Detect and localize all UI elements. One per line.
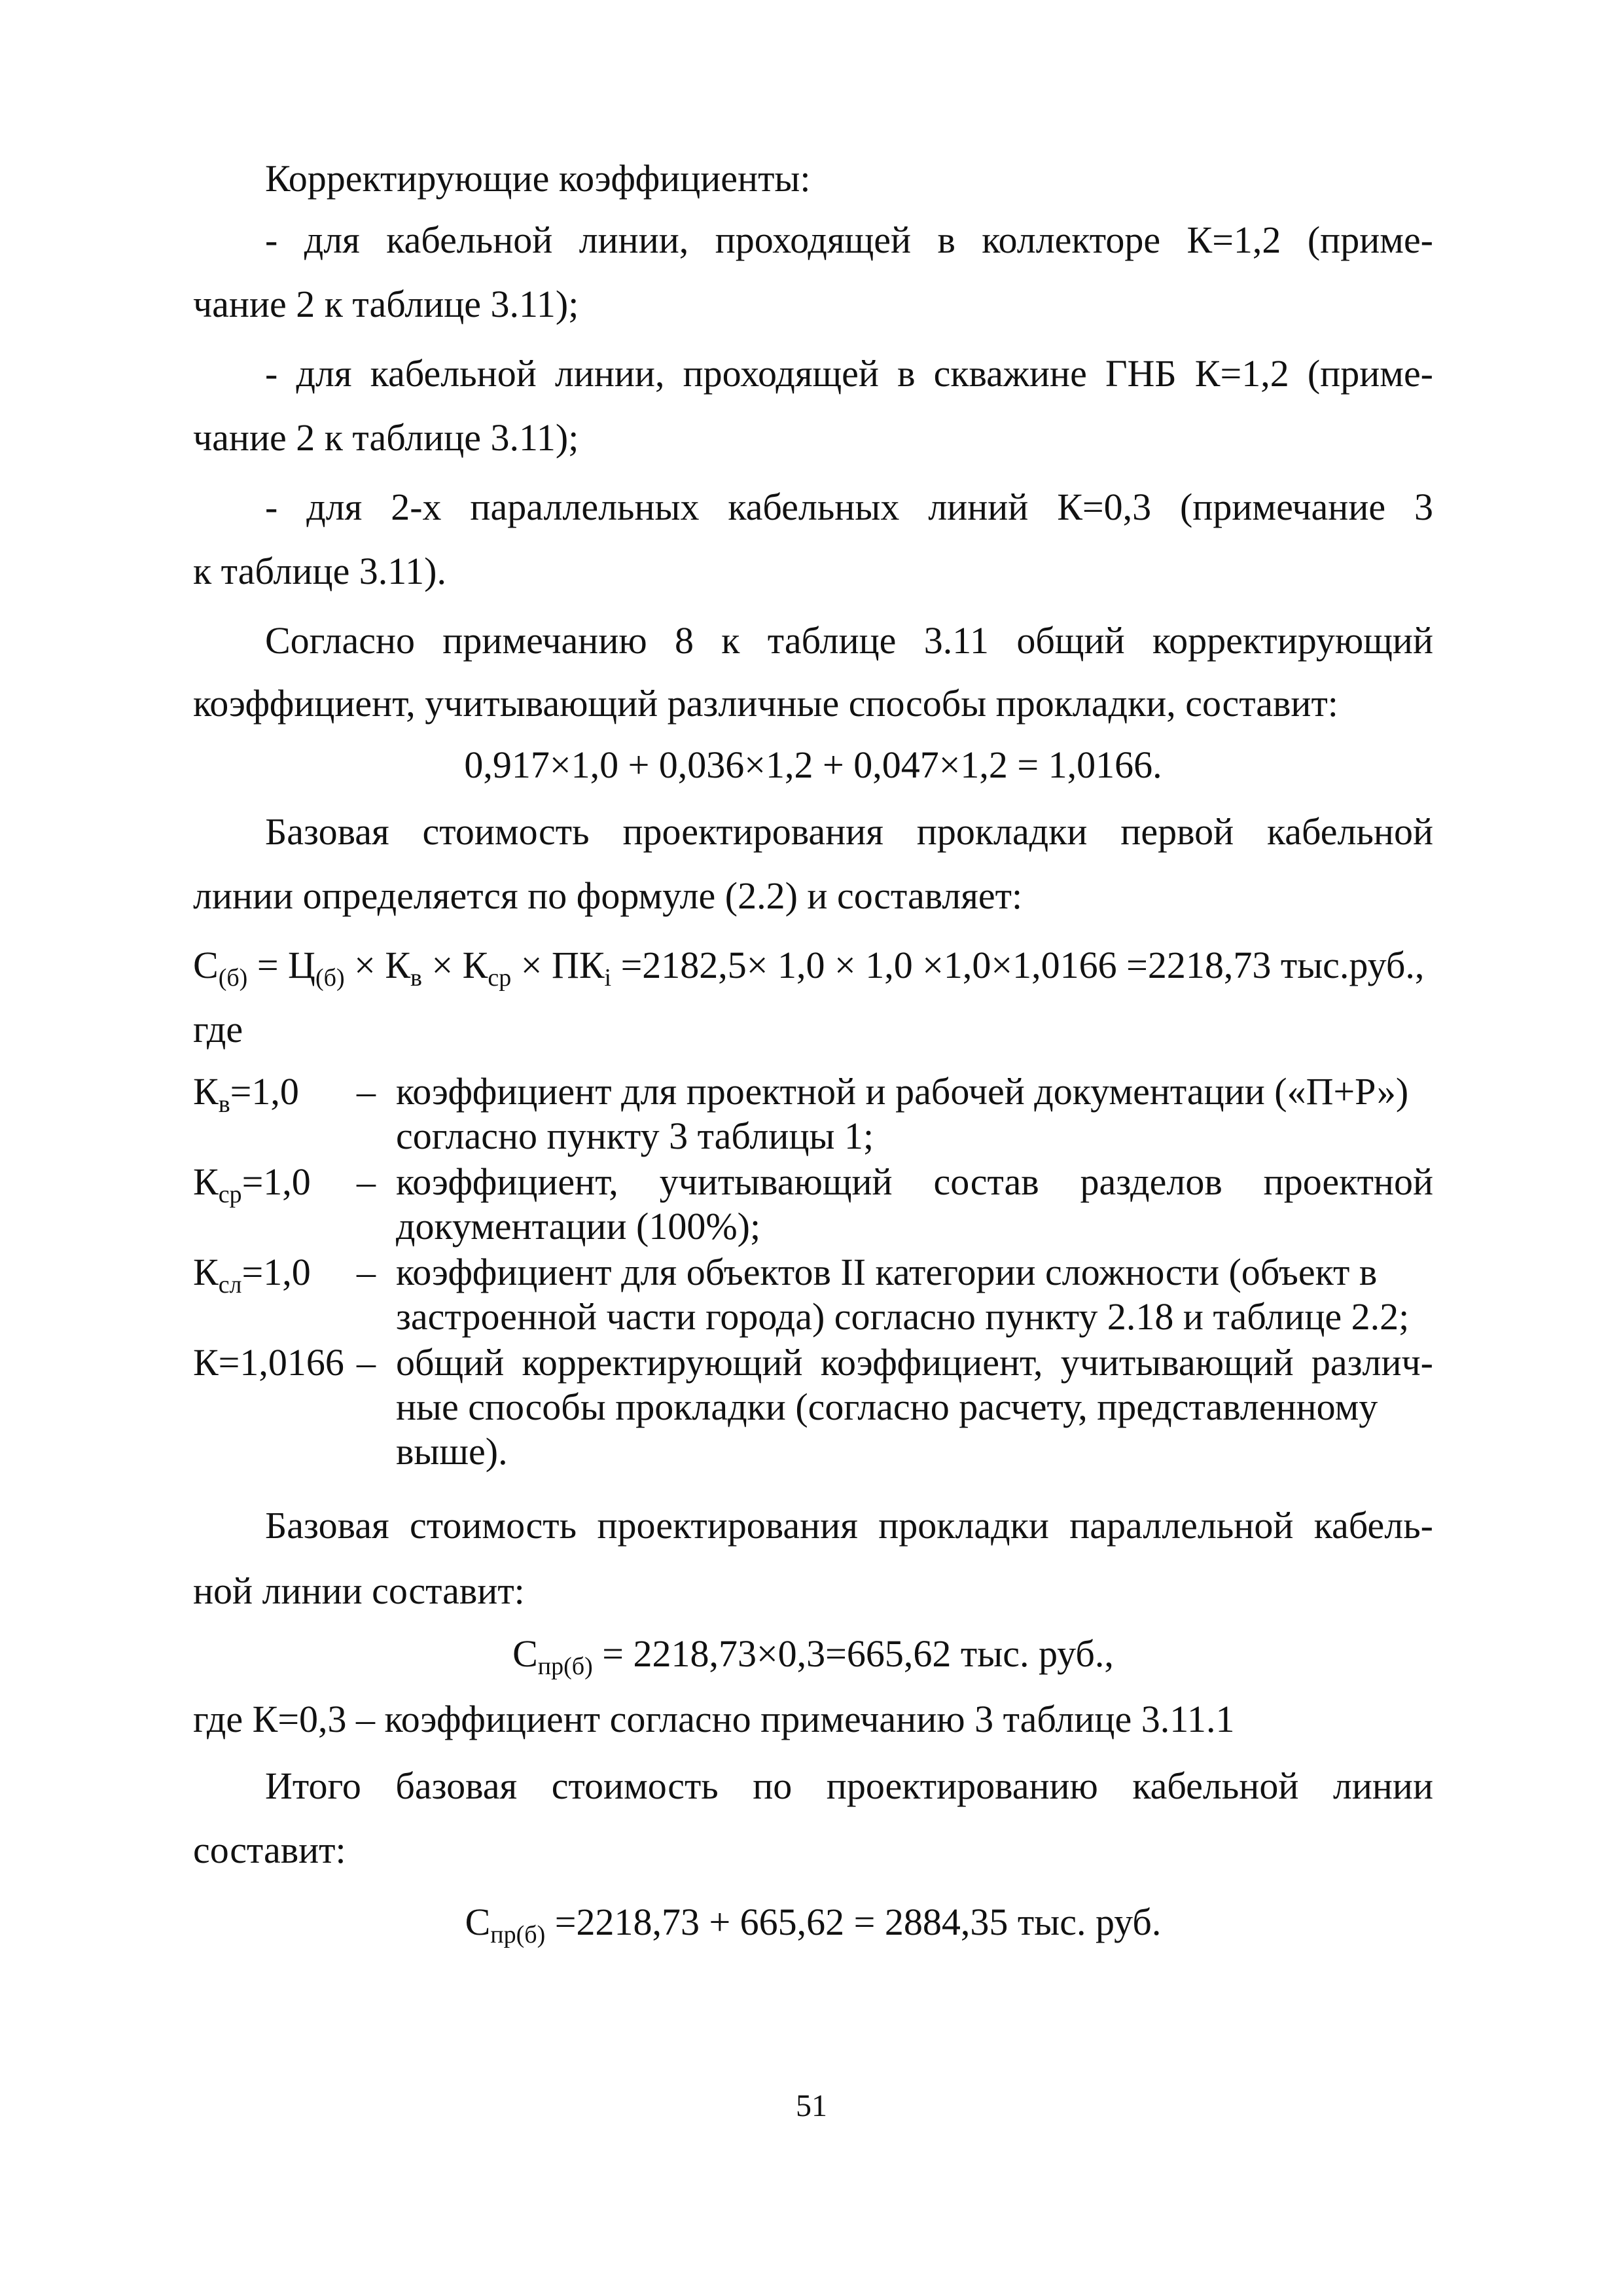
definition-dash: – (357, 1160, 376, 1203)
definition-dash: – (357, 1341, 376, 1384)
bullet-1-line-2: чание 2 к таблице 3.11); (193, 283, 579, 325)
paragraph-3-line-2: ной линии составит: (193, 1570, 525, 1612)
definition-kv (193, 1069, 1433, 1158)
bullet-3-line-2: к таблице 3.11). (193, 550, 446, 592)
definition-term: $К_в=1,0$ (193, 1070, 299, 1118)
definition-text: коэффициент для проектной и рабочей документации («П+Р») согласно пункту 3 таблицы 1; (396, 1070, 1409, 1157)
formula-total-cost: $С_{пр(б)} =2218,73 + 665,62 = 2884,35$ тыс. руб. (465, 1901, 1162, 1948)
bullet-3-line-1: - для 2-х параллельных кабельных линий К=0,3 (примечание 3 (265, 486, 1433, 528)
definition-term: К=1,0166 (193, 1341, 344, 1384)
formula-base-cost: $С_{(б)} = Ц_{(б)} \times К_в \times К_{ср} \times ПК_i =2182,5\times 1,0 \times 1,0 \times 1,0\times 1,0166 =2218,73$ тыс.руб., (193, 944, 1425, 992)
definition-ksl (193, 1250, 1433, 1339)
definition-text: коэффициент для объектов II категории сложности (объект в застроенной части города) согласно пункту 2.18 и таблице 2.2; (396, 1251, 1410, 1338)
formula-coefficient: 0,917×1,0 + 0,036×1,2 + 0,047×1,2 = 1,0166. (464, 744, 1162, 786)
bullet-2-line-1: - для кабельной линии, проходящей в скважине ГНБ К=1,2 (приме- (265, 352, 1433, 395)
definitions-list (193, 1069, 1433, 1475)
definition-ksr (193, 1160, 1433, 1249)
note-coefficient: где К=0,3 – коэффициент согласно примечанию 3 таблице 3.11.1 (193, 1698, 1235, 1740)
paragraph-1-line-1: Согласно примечанию 8 к таблице 3.11 общий корректирующий (265, 619, 1433, 662)
formula-parallel-cost: $С_{пр(б)} = 2218,73\times 0,3=665,62$ тыс. руб., (512, 1632, 1114, 1680)
paragraph-2-line-1: Базовая стоимость проектирования прокладки первой кабельной (265, 810, 1433, 853)
definition-dash: – (357, 1251, 376, 1293)
definition-dash: – (357, 1070, 376, 1113)
paragraph-2-line-2: линии определяется по формуле (2.2) и составляет: (193, 874, 1023, 917)
definition-text: коэффициент, учитывающий состав разделов проектной документации (100%); (396, 1160, 1433, 1247)
definition-k-total (193, 1340, 1433, 1474)
bullet-1-line-1: - для кабельной линии, проходящей в коллекторе К=1,2 (приме- (265, 219, 1433, 261)
heading: Корректирующие коэффициенты: (265, 157, 811, 200)
paragraph-1-line-2: коэффициент, учитывающий различные способы прокладки, составит: (193, 682, 1338, 725)
definition-term: $К_{ср}=1,0$ (193, 1160, 311, 1208)
paragraph-4-line-1: Итого базовая стоимость по проектированию кабельной линии (265, 1765, 1433, 1807)
paragraph-4-line-2: составит: (193, 1829, 346, 1871)
where-label: где (193, 1008, 243, 1050)
definition-text: общий корректирующий коэффициент, учитывающий различ- ные способы прокладки (согласно расчету, представленному выше). (396, 1341, 1433, 1473)
bullet-2-line-2: чание 2 к таблице 3.11); (193, 416, 579, 459)
definition-term: $К_{сл}=1,0$ (193, 1251, 311, 1299)
paragraph-3-line-1: Базовая стоимость проектирования прокладки параллельной кабель- (265, 1504, 1433, 1547)
page-number: 51 (796, 2089, 827, 2123)
